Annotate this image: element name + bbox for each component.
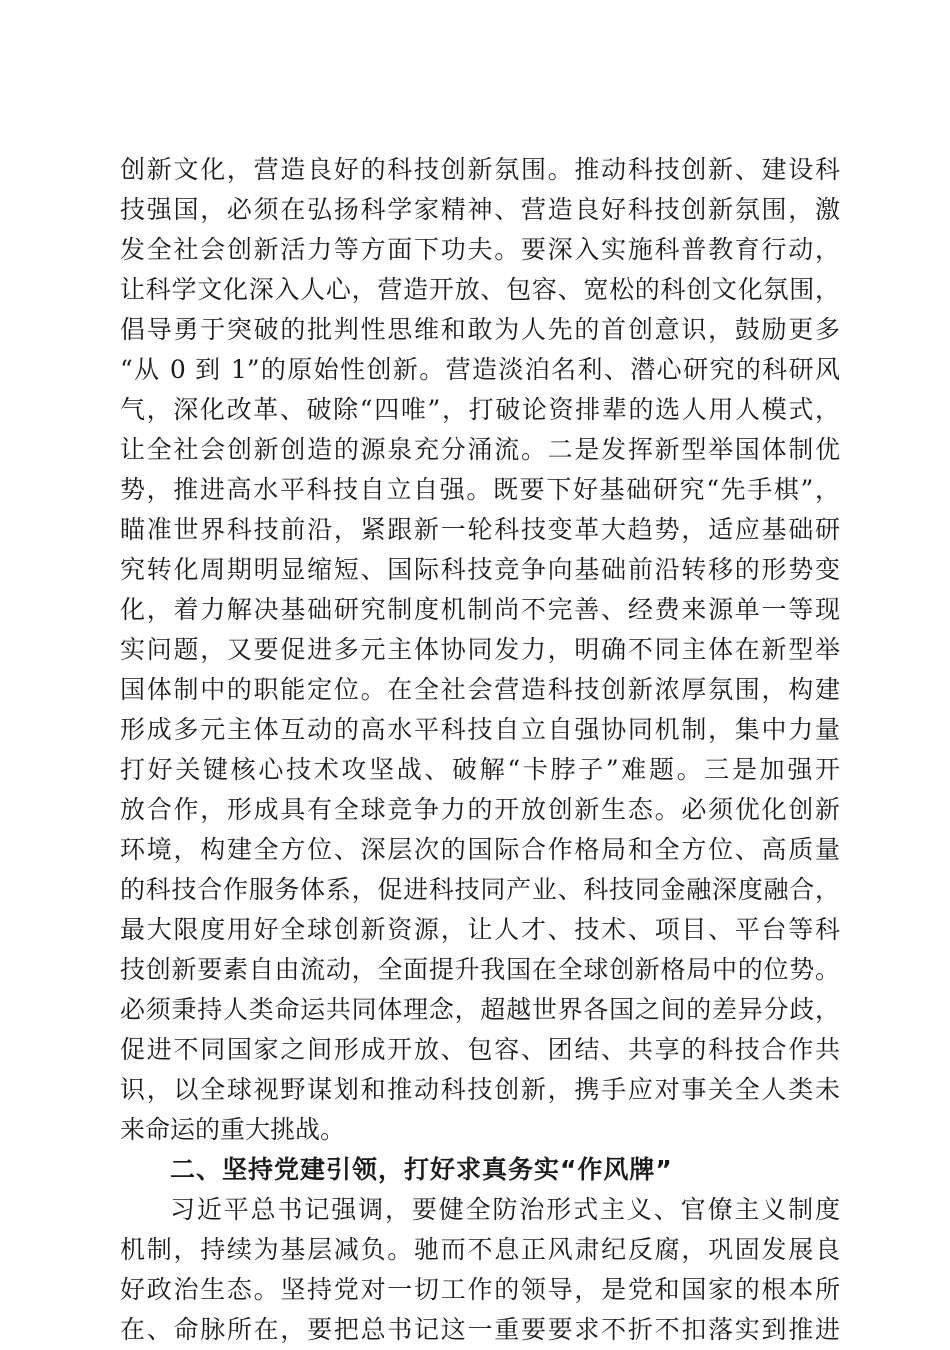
paragraph-line: 环境，构建全方位、深层次的国际合作格局和全方位、高质量 [120,835,840,864]
paragraph-line: 好政治生态。坚持党对一切工作的领导，是党和国家的根本所 [120,1275,840,1304]
paragraph-line: 实问题，又要促进多元主体协同发力，明确不同主体在新型举 [120,635,840,664]
paragraph-line: 技强国，必须在弘扬科学家精神、营造良好科技创新氛围，激 [120,195,840,224]
paragraph-line: 势，推进高水平科技自立自强。既要下好基础研究“先手棋”， [120,475,840,504]
paragraph-line: 习近平总书记强调，要健全防治形式主义、官僚主义制度 [170,1195,840,1224]
paragraph-line: 机制，持续为基层减负。驰而不息正风肃纪反腐，巩固发展良 [120,1235,840,1264]
paragraph-line: 气，深化改革、破除“四唯”，打破论资排辈的选人用人模式， [120,395,840,424]
paragraph-line: 在、命脉所在，要把总书记这一重要要求不折不扣落实到推进 [120,1315,840,1344]
paragraph-line: 倡导勇于突破的批判性思维和敢为人先的首创意识，鼓励更多 [120,315,840,344]
paragraph-line: 来命运的重大挑战。 [120,1115,346,1144]
paragraph-line: 技创新要素自由流动，全面提升我国在全球创新格局中的位势。 [120,955,840,984]
paragraph-line: 最大限度用好全球创新资源，让人才、技术、项目、平台等科 [120,915,840,944]
document-body [120,150,840,1350]
paragraph-line: 必须秉持人类命运共同体理念，超越世界各国之间的差异分歧， [120,995,840,1024]
paragraph-line: 国体制中的职能定位。在全社会营造科技创新浓厚氛围，构建 [120,675,840,704]
paragraph-line: 发全社会创新活力等方面下功夫。要深入实施科普教育行动， [120,235,840,264]
paragraph-line: 促进不同国家之间形成开放、包容、团结、共享的科技合作共 [120,1035,840,1064]
section-heading: 二、坚持党建引领，打好求真务实“作风牌” [170,1155,673,1184]
paragraph-line: 瞄准世界科技前沿，紧跟新一轮科技变革大趋势，适应基础研 [120,515,840,544]
paragraph-line: 让科学文化深入人心，营造开放、包容、宽松的科创文化氛围， [120,275,840,304]
paragraph-line: 形成多元主体互动的高水平科技自立自强协同机制，集中力量 [120,715,840,744]
paragraph-line: 究转化周期明显缩短、国际科技竞争向基础前沿转移的形势变 [120,555,840,584]
paragraph-line: 的科技合作服务体系，促进科技同产业、科技同金融深度融合， [120,875,840,904]
paragraph-line: 让全社会创新创造的源泉充分涌流。二是发挥新型举国体制优 [120,435,840,464]
paragraph-line: 化，着力解决基础研究制度机制尚不完善、经费来源单一等现 [120,595,840,624]
paragraph-line: 打好关键核心技术攻坚战、破解“卡脖子”难题。三是加强开 [120,755,840,784]
paragraph-line: 放合作，形成具有全球竞争力的开放创新生态。必须优化创新 [120,795,840,824]
paragraph-line: “从 0 到 1”的原始性创新。营造淡泊名利、潜心研究的科研风 [120,355,840,384]
paragraph-line: 创新文化，营造良好的科技创新氛围。推动科技创新、建设科 [120,155,840,184]
paragraph-line: 识，以全球视野谋划和推动科技创新，携手应对事关全人类未 [120,1075,840,1104]
